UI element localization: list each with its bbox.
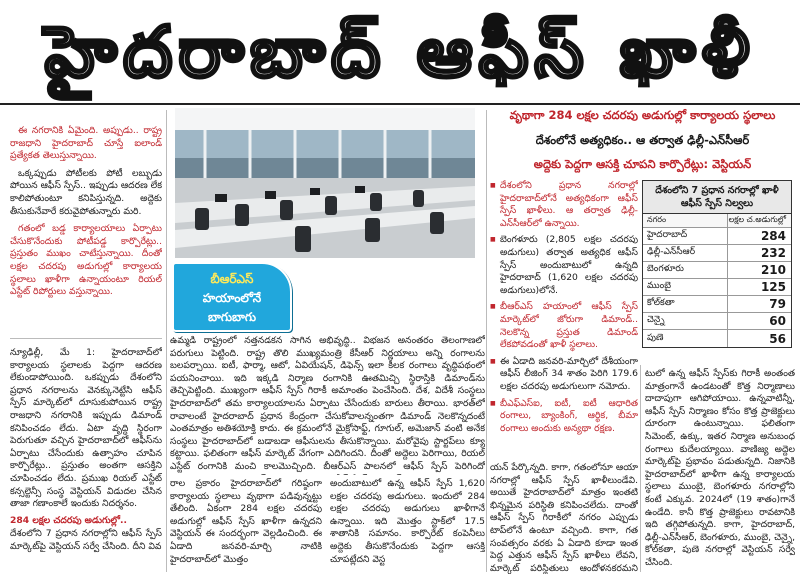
article-paragraph: న్యూఢిల్లీ, మే 1: హైదరాబాద్‌లో కార్యాలయ స్థలాలకు పెద్దగా ఆదరణ లేకుండాపోయింది. ఒకప్పుడు దేశంలోని ప్రధాన నగరాలను వెనక్కునెట్టేసి ఆఫీస్‌ స్పేస్‌ మార్కెట్‌లో దూసుకుపోయిన రాష్ట్ర రాజధాని నగరానికి ఇప్పుడు డిమాండ్‌ కనిపించడం లేదు. ఏటా వృద్ధి స్థిరంగా పెరుగుతూ వచ్చిన హైదరాబాద్‌లో ఆఫీస్‌ను ఏర్పాటు చేసేందుకు ఉత్సాహం చూపిన కార్పొరేట్లు.. ప్రస్తుతం అంతగా ఆసక్తిని చూపించడం లేదు. ప్రముఖ రియల్‌ ఎస్టేట్‌ కన్సల్టెన్సీ సంస్థ వెస్టియన్‌ విడుదల చేసిన తాజా గణాంకాలే ఇందుకు నిదర్శనం.	[10, 347, 162, 510]
table-cell-city: చెన్నై	[643, 313, 728, 329]
empty-office-image	[175, 108, 475, 258]
table-cell-value: 210	[760, 263, 786, 277]
article-column-5	[490, 462, 638, 574]
table-row	[643, 279, 791, 296]
highlight-item: ■ దేశంలోని ప్రధాన నగరాల్లో హైదరాబాద్‌లోనే అత్యధికంగా ఆఫీస్‌ స్పేస్‌ ఖాళీలు. ఆ తర్వాత ఢిల్లీ-ఎన్‌సీఆర్‌లో ఉన్నాయి.	[490, 180, 638, 230]
subheadline-2: దేశంలోనే అత్యధికం.. ఆ తర్వాత ఢిల్లీ-ఎన్‌సీఆర్‌	[535, 133, 750, 147]
table-header	[643, 214, 791, 228]
table-cell-value: 56	[769, 331, 786, 346]
subheadline-1: వృథాగా 284 లక్షల చదరపు అడుగుల్లో కార్యాలయ స్థలాలు	[509, 108, 776, 122]
table-cell-value: 232	[760, 246, 786, 260]
article-column-1	[10, 347, 162, 572]
headline: హైదరాబాద్ ఆఫీస్ ఖాళీ	[44, 11, 756, 93]
column-rule	[486, 110, 487, 572]
article-paragraph: యన్‌ పేర్కొన్నది. కాగా, గతంలోనూ ఆయా నగరాల్లో ఆఫీస్‌ స్పేస్‌ ఖాళీలుండేవి. అయితే హైదరాబాద్‌లో మాత్రం ఇంతటి భిన్నమైన పరిస్థితి కనిపించలేదు. దాంతో ఆఫీస్‌ స్పేస్‌ గిరాకీలో నగరం ఎప్పుడు టాప్‌లోనే ఉంటూ వచ్చింది. కాగా, గత సంవత్సరం వరకు ఏ ఏడాది కూడా ఇంత పెద్ద ఎత్తున ఆఫీస్‌ స్పేస్‌ ఖాళీలు లేవని, మార్కెట్‌ పరిస్థితులు ఆందోళనకరమని	[490, 462, 638, 574]
table-title: దేశంలోని 7 ప్రధాన నగరాల్లో ఖాళీ ఆఫీస్‌ స్పేస్‌ నిల్వలు	[643, 181, 791, 214]
article-column-3	[170, 478, 322, 574]
article-paragraph: దేశంలోని 7 ప్రధాన నగరాల్లోని ఆఫీస్‌ స్పేస్‌ మార్కెట్‌పై వెస్టియన్‌ సర్వే చేసింది. దీని వివ	[10, 528, 162, 552]
article-column-2	[170, 335, 485, 475]
table-row	[643, 228, 791, 245]
table-cell-city: హైదరాబాద్‌	[643, 228, 728, 244]
column-rule	[166, 110, 167, 572]
table-cell-city: పుణె	[643, 330, 728, 347]
highlights-list	[490, 180, 638, 458]
article-paragraph: రాల ప్రకారం హైదరాబాద్‌లో గరిష్ఠంగా కార్యాలయ స్థలాలు వృథాగా పడివున్నట్టు తేలింది. ఏకంగా 284 లక్షల చదరపు అడుగుల్లో ఆఫీస్‌ స్పేస్‌ ఖాళీగా ఉన్నదని వెస్టియన్‌ ఈ సందర్భంగా వెల్లడించింది. ఈ ఏడాది జనవరి-మార్చి నాటికి హైదరాబాద్‌లో మొత్తం	[170, 478, 322, 565]
highlight-item: ■ బీఆర్‌ఎస్‌ హయాంలో ఆఫీస్‌ స్పేస్‌ మార్కెట్‌లో జోరుగా డిమాండ్‌.. నెలకొన్న ప్రస్తుత డిమాండ్‌ లేకపోవడంతో ఖాళీ స్థలాలు.	[490, 301, 638, 351]
table-cell-value: 125	[760, 280, 786, 294]
table-cell-value: 284	[760, 229, 786, 243]
subheadline-3: అద్దెకు పెద్దగా ఆసక్తి చూపని కార్పొరేట్లు: వెస్టియన్‌	[533, 157, 752, 171]
intro-paragraph-3: గతంలో బడ్డ కార్యాలయాలు ఏర్పాటు చేసుకొనేందుకు పోటీపడ్డ కార్పొరేట్లు.. ప్రస్తుతం ముఖం చాటేస్తున్నాయి. దీంతో లక్షల చదరపు అడుగుల్లో కార్యాలయ స్థలాలు ఖాళీగా ఉన్నాయంటూ రియల్‌ ఎస్టేట్‌ రిపోర్టులు వస్తున్నాయి.	[10, 223, 162, 298]
badge-line-1: బీఆర్‌ఎస్‌	[210, 272, 254, 286]
table-cell-city: బెంగళూరు	[643, 262, 728, 278]
highlight-item: ■ ఈ ఏడాది జనవరి-మార్చిలో దేశీయంగా ఆఫీస్‌ లీజింగ్‌ 34 శాతం పెరిగి 179.6 లక్షల చదరపు అడుగులుగా నమోదు.	[490, 356, 638, 394]
table-cell-city: ముంబై	[643, 279, 728, 295]
column-header-city: నగరం	[643, 214, 728, 227]
table-cell-city: ఢిల్లీ-ఎన్‌సీఆర్‌	[643, 245, 728, 261]
badge-line-2: హయాంలోనే	[202, 291, 262, 305]
vacancy-table	[642, 180, 792, 348]
article-paragraph: టులో ఉన్న ఆఫీస్‌ స్పేస్‌కు గిరాకీ అంతంత మాత్రంగానే ఉండటంతో కొత్త నిర్మాణాలు దాదాపుగా ఆగిపోయాయి. ఉన్నవాటిన్నీ, ఆఫీస్‌ స్పేస్‌ నిర్మాణం కోసం కొత్త ప్రాజెక్టులు దూరంగా ఉంటున్నాయి. ఫలితంగా సిమెంట్‌, ఉక్కు, ఇతర నిర్మాణ అనుబంధ రంగాలు కుదేలయ్యాయి. వాణిజ్య అద్దెల మార్కెట్‌పై ప్రభావం పడుతున్నది. నిజానికి హైదరాబాద్‌లో ఖాళీగా ఉన్న కార్యాలయ స్థలాలు ముంబై, బెంగళూరు నగరాల్లోని కంటే ఎక్కువ. 2024లో (19 శాతం)గానే ఉండేది. కానీ కొత్త ప్రాజెక్టులు రావటానికి ఇది తగ్గిపోతున్నది. కాగా, హైదరాబాద్‌, ఢిల్లీ-ఎన్‌సీఆర్‌, బెంగళూరు, ముంబై, చెన్నై, కోల్‌కతా, పుణె నగరాల్లో వెస్టియన్‌ సర్వే చేసింది.	[645, 368, 795, 568]
table-row	[643, 245, 791, 262]
highlight-item: ■ బీఎఫ్‌ఎస్‌ఐ, ఐటీ, ఐటీ ఆధారిత రంగాలు, బ్యాంకింగ్‌, ఆర్థిక, బీమా రంగాలు అందుకు అన్యథా రక్షణ.	[490, 398, 638, 436]
table-row	[643, 296, 791, 313]
column-rule	[640, 365, 641, 572]
table-row	[643, 313, 791, 330]
intro-divider	[10, 338, 162, 339]
intro-block	[10, 125, 162, 310]
table-cell-city: కోల్‌కతా	[643, 296, 728, 312]
table-cell-value: 79	[769, 297, 786, 311]
article-column-6	[645, 368, 795, 574]
table-cell-value: 60	[769, 314, 786, 328]
article-paragraph: అందుబాటులో ఉన్న ఆఫీస్‌ స్పేస్‌ 1,620 లక్షల చదరపు అడుగులు. ఇందులో 284 లక్షల చదరపు అడుగులు ఖాళీగానే ఉన్నాయి. ఇది మొత్తం స్టాక్‌లో 17.5 శాతానికి సమానం. కార్పొరేట్‌ కంపెనీలు అద్దెకు తీసుకొనేందుకు పెద్దగా ఆసక్తి చూపట్లేదని వెస్ట	[330, 478, 485, 565]
table-row	[643, 330, 791, 347]
office-photo	[175, 108, 475, 258]
article-subhead: 284 లక్షల చదరపు అడుగుల్లో..	[10, 514, 127, 526]
article-column-4	[330, 478, 485, 574]
intro-paragraph-1: ఈ నగరానికి ఏమైంది. అప్పుడు.. రాష్ట్ర రాజధాని హైదరాబాద్‌ చూస్తే ఐలాండ్‌ ప్రత్యేకత తెలుస్తున్నాయి.	[10, 125, 162, 162]
headline-rule	[0, 103, 800, 105]
highlight-item: ■ బెంగళూరు (2,805 లక్షల చదరపు అడుగులు) తర్వాత అత్యధిక ఆఫీస్‌ స్పేస్‌ అందుబాటులో ఉన్నది హైదరాబాద్‌ (1,620 లక్షల చదరపు అడుగులు)లోనే.	[490, 234, 638, 297]
column-header-value: లక్షల చ.అడుగుల్లో	[728, 215, 786, 224]
table-row	[643, 262, 791, 279]
brs-badge	[172, 262, 292, 332]
article-paragraph: ఉమ్మడి రాష్ట్రంలో నత్తనడకన సాగిన అభివృద్ధి.. విభజన అనంతరం తెలంగాణలో పరుగులు పెట్టింది. రాష్ట్ర తొలి ముఖ్యమంత్రి కేసీఆర్‌ నిర్ణయాలు అన్ని రంగాలను బలపర్చాయి. ఐటీ, ఫార్మా, ఆటో, ఏవియేషన్‌, డిఫెన్స్‌ ఇలా కీలక రంగాలు వృద్ధిపథంలో పయనించాయి. ఇది ఇక్కడి నిర్మాణ రంగానికి ఊతమిచ్చి స్థిరాస్తికి డిమాండ్‌ను తెచ్చిపెట్టింది. ముఖ్యంగా ఆఫీస్‌ స్పేస్‌ గిరాకీ అమాంతం పెంచేసింది. దేశ, విదేశీ సంస్థలు హైదరాబాద్‌లో తమ కార్యాలయాలను ఏర్పాటు చేసేందుకు బారులు తీరాయి. భారత్‌లో రావాలంటే హైదరాబాద్‌ ప్రధాన కేంద్రంగా చేసుకోవాలన్నంతగా డిమాండ్‌ నెలకొన్నదంటే ఎంతమాత్రం అతిశయోక్తి కాదు. ఈ క్రమంలోనే మైక్రోసాఫ్ట్‌, గూగుల్‌, అమెజాన్‌ వంటి అనేక సంస్థలు హైదరాబాద్‌లో బడాబడా ఆఫీసులను తీసుకొన్నాయి. మరోవైపు స్టార్టప్‌లు క్యూ కట్టాయి. ఫలితంగా ఆఫీస్‌ మార్కెట్‌ వేగంగా ఎదిగిందని. దీంతో అద్దెలు పెరిగాయి, రియల్‌ ఎస్టేట్‌ రంగానికి మంచి కాలమొచ్చింది. బీఆర్‌ఎస్‌ పాలనలో ఆఫీస్‌ స్పేస్‌ పెరిగిందో	[170, 335, 485, 472]
intro-paragraph-2: ఒక్కప్పుడు పోటీలకు పోటీ లబ్బుడు పోయిన ఆఫీస్‌ స్పేస్‌.. ఇప్పుడు ఆదరణ లేక కాలిపోతుంటూ కనిపిస్తున్నది. అద్దెకు తీసుకునేవారే కరువైపోతున్నారు మరి.	[10, 167, 162, 217]
badge-line-3: బాగుబాగు	[207, 310, 257, 324]
